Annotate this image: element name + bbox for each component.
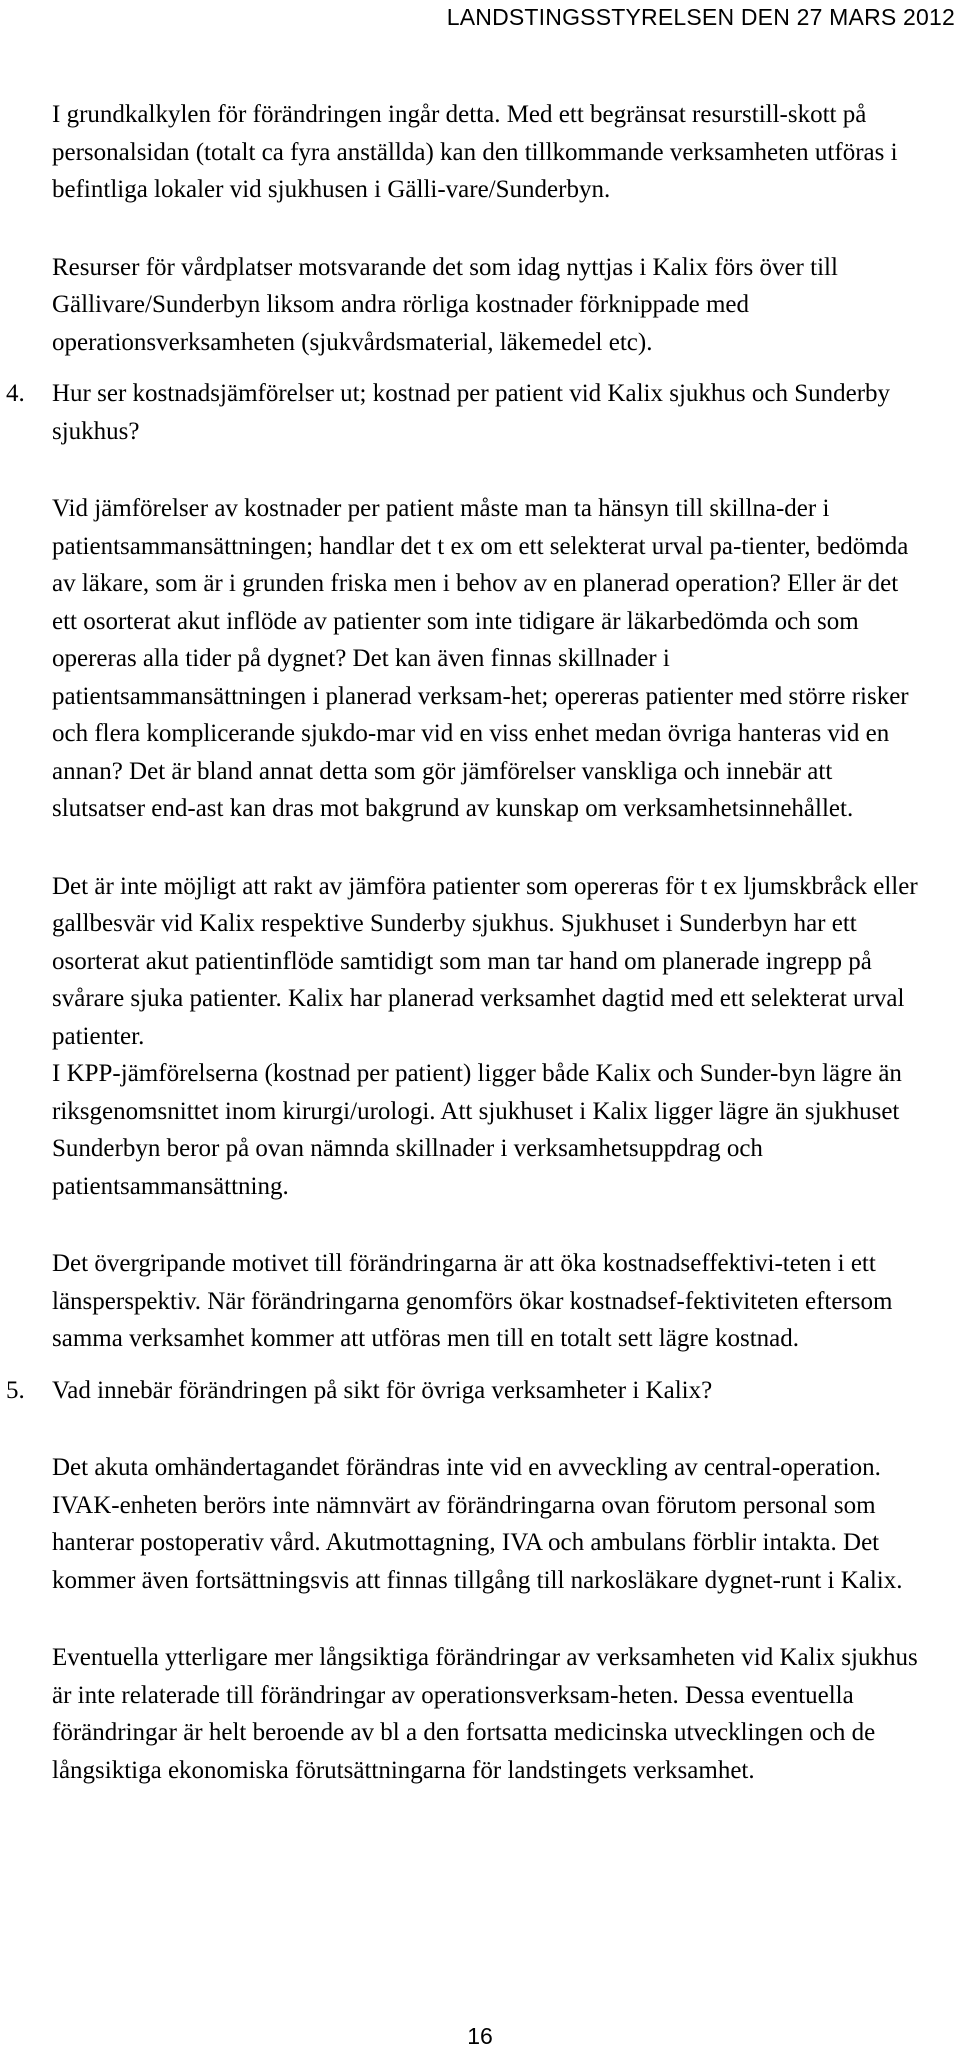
- paragraph-langsiktiga: Eventuella ytterligare mer långsiktiga förändringar av verksamheten vid Kalix sjukhus är inte relaterade till förändringar av operationsverksam-heten. Dessa eventuella förändringar är helt beroende av bl a den fortsatta medicinska utvecklingen och de långsiktiga ekonomiska förutsättningarna för landstingets verksamhet.: [52, 1644, 918, 1784]
- question-5: [6, 1372, 928, 1410]
- document-body: [6, 96, 928, 1789]
- question-4-text: Hur ser kostnadsjämförelser ut; kostnad per patient vid Kalix sjukhus och Sunderby sjukhus?: [52, 380, 891, 445]
- paragraph-rakt-av: Det är inte möjligt att rakt av jämföra patienter som opereras för t ex ljumskbråck eller gallbesvär vid Kalix respektive Sunderby sjukhus. Sjukhuset i Sunderbyn har ett osorterat akut patientinflöde samtidigt som man tar hand om planerade ingrepp på svårare sjuka patienter. Kalix har planerad verksamhet dagtid med ett selekterat urval patienter.: [52, 872, 918, 1050]
- running-header: LANDSTINGSSTYRELSEN DEN 27 MARS 2012: [446, 4, 955, 30]
- question-4-number: 4.: [6, 380, 25, 407]
- question-4: [6, 375, 928, 450]
- paragraph-resurser: Resurser för vårdplatser motsvarande det som idag nyttjas i Kalix förs över till Gällivare/Sunderbyn liksom andra rörliga kostnader förknippade med operationsverksamheten (sjukvårdsmaterial, läkemedel etc).: [52, 253, 838, 356]
- paragraph-kpp: I KPP-jämförelserna (kostnad per patient) ligger både Kalix och Sunder-byn lägre än riksgenomsnittet inom kirurgi/urologi. Att sjukhuset i Kalix ligger lägre än sjukhuset Sunderbyn beror på ovan nämnda skillnader i verksamhetsuppdrag och patientsammansättning.: [52, 1060, 902, 1200]
- paragraph-akut: Det akuta omhändertagandet förändras inte vid en avveckling av central-operation. IVAK-enheten berörs inte nämnvärt av förändringarna ovan förutom personal som hanterar postoperativ vård. Akutmottagning, IVA och ambulans förblir intakta. Det kommer även fortsättningsvis att finnas tillgång till narkosläkare dygnet-runt i Kalix.: [52, 1454, 903, 1594]
- paragraph-motiv: Det övergripande motivet till förändringarna är att öka kostnadseffektivi-teten i ett länsperspektiv. När förändringarna genomförs ökar kostnadsef-fektiviteten eftersom samma verksamhet kommer att utföras men till en totalt sett lägre kostnad.: [52, 1250, 893, 1352]
- paragraph-grundkalkyl: I grundkalkylen för förändringen ingår detta. Med ett begränsat resurstill-skott på personalsidan (totalt ca fyra anställda) kan den tillkommande verksamheten utföras i befintliga lokaler vid sjukhusen i Gälli-vare/Sunderbyn.: [52, 101, 898, 203]
- paragraph-jamforelser: Vid jämförelser av kostnader per patient måste man ta hänsyn till skillna-der i patientsammansättningen; handlar det t ex om ett selekterat urval pa-tienter, bedömda av läkare, som är i grunden friska men i behov av en planerad operation? Eller är det ett osorterat akut inflöde av patienter som inte tidigare är läkarbedömda och som opereras alla tider på dygnet? Det kan även finnas skillnader i patientsammansättningen i planerad verksam-het; opereras patienter med större risker och flera komplicerande sjukdo-mar vid en viss enhet medan övriga hanteras vid en annan? Det är bland annat detta som gör jämförelser vanskliga och innebär att slutsatser end-ast kan dras mot bakgrund av kunskap om verksamhetsinnehållet.: [52, 495, 909, 822]
- question-5-number: 5.: [6, 1376, 25, 1404]
- page-number: 16: [467, 2023, 493, 2049]
- question-5-text: Vad innebär förändringen på sikt för övriga verksamheter i Kalix?: [52, 1376, 713, 1404]
